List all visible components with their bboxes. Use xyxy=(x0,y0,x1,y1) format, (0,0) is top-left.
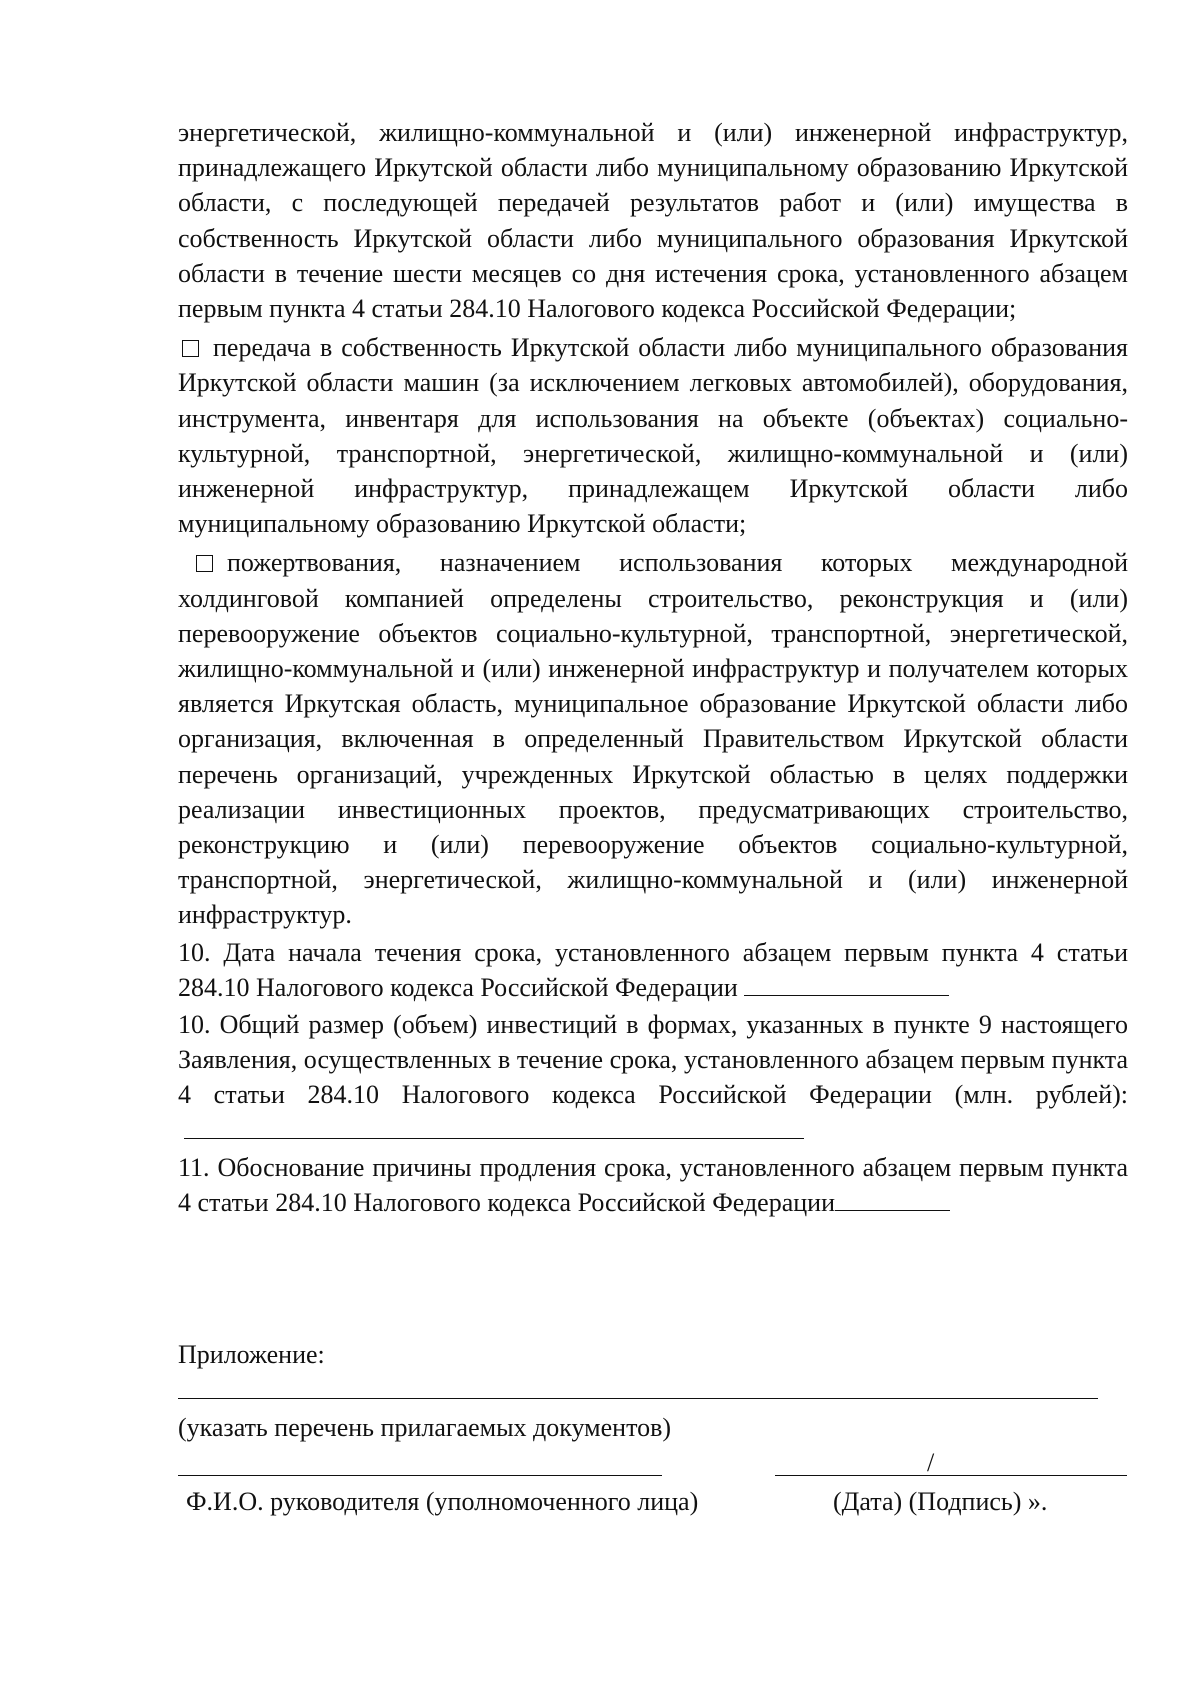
name-caption: Ф.И.О. руководителя (уполномоченного лица) xyxy=(186,1487,699,1516)
option-donation-text: пожертвования, назначением использования которых международной холдинговой компанией определены строительство, реконструкция и (или) перевооружение объектов социально-культурной, транспортной, энергетической, жилищно-коммунальной и (или) инженерной инфраструктур и получателем которых является Иркутская область, муниципальное образование Иркутской области либо организация, включенная в определенный Правительством Иркутской области перечень организаций, учрежденных Иркутской областью в целях поддержки реализации инвестиционных проектов, предусматривающих строительство, реконструкцию и (или) перевооружение объектов социально-культурной, транспортной, энергетической, жилищно-коммунальной и (или) инженерной инфраструктур. xyxy=(178,548,1128,930)
checkbox-donation[interactable] xyxy=(196,555,213,572)
option-transfer-text: передача в собственность Иркутской области либо муниципального образования Иркутской области машин (за исключением легковых автомобилей), оборудования, инструмента, инвентаря для использования на объекте (объектах) социально-культурной, транспортной, энергетической, жилищно-коммунальной и (или) инженерной инфраструктур, принадлежащем Иркутской области либо муниципальному образованию Иркутской области; xyxy=(178,333,1128,539)
date-signature-separator: / xyxy=(927,1448,935,1477)
item-10-amount-text: 10. Общий размер (объем) инвестиций в формах, указанных в пункте 9 настоящего Заявления, осуществленных в течение срока, установленного абзацем первым пункта 4 статьи 284.10 Налогового кодекса Российской Федерации (млн. рублей): xyxy=(178,1010,1128,1110)
date-input-line[interactable] xyxy=(744,971,949,996)
item-10-start-date xyxy=(178,935,1128,1005)
reason-input-line[interactable] xyxy=(835,1186,950,1211)
option-transfer-equipment xyxy=(178,330,1128,541)
date-signature-input-line[interactable] xyxy=(775,1475,1127,1476)
appendix-label: Приложение: xyxy=(178,1340,325,1369)
option-donation xyxy=(178,545,1128,932)
appendix-input-line[interactable] xyxy=(178,1398,1098,1399)
name-input-line[interactable] xyxy=(178,1475,662,1476)
checkbox-transfer[interactable] xyxy=(182,340,199,357)
item-11-reason-text: 11. Обоснование причины продления срока, установленного абзацем первым пункта 4 статьи 284.10 Налогового кодекса Российской Федерации xyxy=(178,1152,1128,1218)
item-10-investment-amount xyxy=(178,1007,1128,1148)
paragraph-investment-works: энергетической, жилищно-коммунальной и (или) инженерной инфраструктур, принадлежащего Иркутской области либо муниципальному образованию Иркутской области, с последующей передачей результатов работ и (или) имущества в собственность Иркутской области либо муниципального образования Иркутской области в течение шести месяцев со дня истечения срока, установленного абзацем первым пункта 4 статьи 284.10 Налогового кодекса Российской Федерации; xyxy=(178,118,1128,324)
item-10-date-text: 10. Дата начала течения срока, установленного абзацем первым пункта 4 статьи 284.10 Налогового кодекса Российской Федерации xyxy=(178,937,1128,1002)
appendix-note: (указать перечень прилагаемых документов) xyxy=(178,1413,672,1442)
item-11-extension-reason xyxy=(178,1150,1128,1220)
date-signature-caption: (Дата) (Подпись) ». xyxy=(833,1487,1048,1516)
amount-input-line[interactable] xyxy=(184,1114,804,1139)
document-body xyxy=(178,115,1128,1220)
